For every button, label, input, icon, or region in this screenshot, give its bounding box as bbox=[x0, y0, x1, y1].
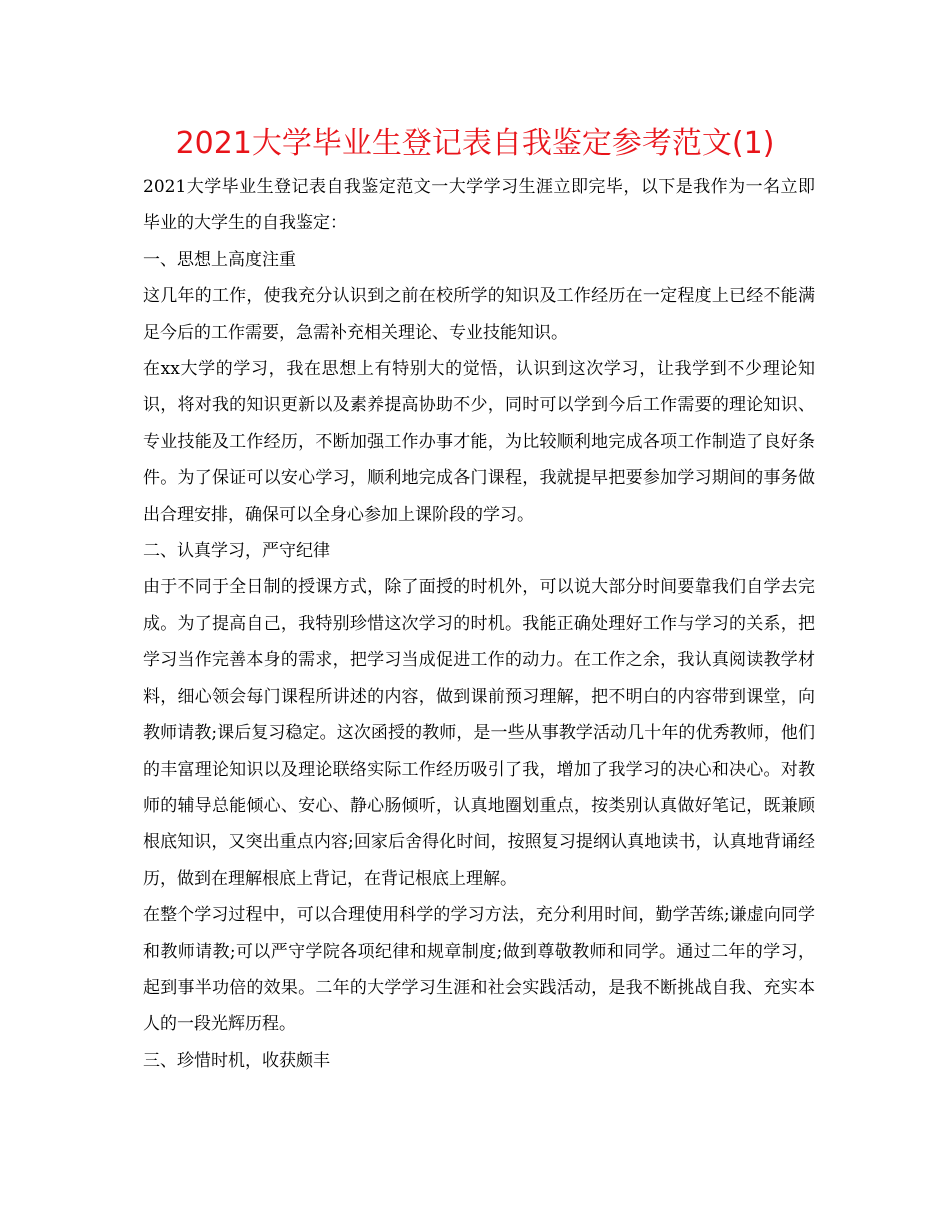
body-paragraph: 在xx大学的学习，我在思想上有特别大的觉悟，认识到这次学习，让我学到不少理论知识，将对我的知识更新以及素养提高协助不少，同时可以学到今后工作需要的理论知识、专业技能及工作经历，不断加强工作办事才能，为比较顺利地完成各项工作制造了良好条件。为了保证可以安心学习，顺利地完成各门课程，我就提早把要参加学习期间的事务做出合理安排，确保可以全身心参加上课阶段的学习。 bbox=[143, 359, 815, 525]
body-paragraph: 这几年的工作，使我充分认识到之前在校所学的知识及工作经历在一定程度上已经不能满足今后的工作需要，急需补充相关理论、专业技能知识。 bbox=[143, 286, 815, 343]
intro-paragraph: 2021大学毕业生登记表自我鉴定范文一大学学习生涯立即完毕，以下是我作为一名立即毕业的大学生的自我鉴定： bbox=[143, 177, 815, 234]
document-body bbox=[143, 169, 815, 1079]
section-heading-2: 二、认真学习，严守纪律 bbox=[143, 541, 330, 562]
body-paragraph: 由于不同于全日制的授课方式，除了面授的时机外，可以说大部分时间要靠我们自学去完成。为了提高自己，我特别珍惜这次学习的时机。我能正确处理好工作与学习的关系，把学习当作完善本身的需求，把学习当成促进工作的动力。在工作之余，我认真阅读教学材料，细心领会每门课程所讲述的内容，做到课前预习理解，把不明白的内容带到课堂，向教师请教;课后复习稳定。这次函授的教师，是一些从事教学活动几十年的优秀教师，他们的丰富理论知识以及理论联络实际工作经历吸引了我，增加了我学习的决心和决心。对教师的辅导总能倾心、安心、静心肠倾听，认真地圈划重点，按类别认真做好笔记，既兼顾根底知识，又突出重点内容;回家后舍得化时间，按照复习提纲认真地读书，认真地背诵经历，做到在理解根底上背记，在背记根底上理解。 bbox=[143, 577, 815, 889]
document-title: 2021大学毕业生登记表自我鉴定参考范文(1) bbox=[175, 126, 775, 161]
section-heading-3: 三、珍惜时机，收获颇丰 bbox=[143, 1050, 330, 1071]
body-paragraph: 在整个学习过程中，可以合理使用科学的学习方法，充分利用时间，勤学苦练;谦虚向同学和教师请教;可以严守学院各项纪律和规章制度;做到尊敬教师和同学。通过二年的学习，起到事半功倍的效果。二年的大学学习生涯和社会实践活动，是我不断挑战自我、充实本人的一段光辉历程。 bbox=[143, 905, 815, 1035]
section-heading-1: 一、思想上高度注重 bbox=[143, 249, 296, 270]
